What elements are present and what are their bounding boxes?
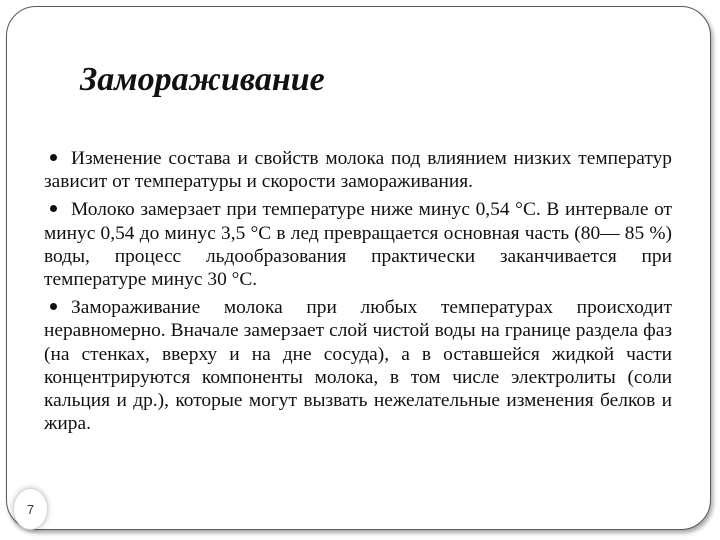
bullet-paragraph-3 (44, 296, 672, 435)
bullet-paragraph-1 (44, 147, 672, 193)
slide-title: Замораживание (80, 61, 325, 98)
bullet-paragraph-2 (44, 198, 672, 291)
slide-content (44, 147, 672, 440)
bullet-dot-icon (50, 205, 57, 212)
slide-number: 7 (13, 488, 48, 530)
bullet-text-3: Замораживание молока при любых температурах происходит неравномерно. Вначале замерзает слой чистой воды на границе раздела фаз (на стенках, вверху и на дне сосуда), а в оставшейся жидкой части концентрируются компоненты молока, в том числе электролиты (соли кальция и др.), которые могут вызвать нежелательные изменения белков и жира. (44, 297, 672, 435)
bullet-text-1: Изменение состава и свойств молока под влиянием низких температур зависит от температуры и скорости замораживания. (44, 148, 672, 193)
bullet-text-2: Молоко замерзает при температуре ниже минус 0,54 °С. В интервале от минус 0,54 до минус 3,5 °С в лед превращается основная часть (80— 85 %) воды, процесс льдообразования практически заканчивается при температуре минус 30 °С. (44, 199, 672, 291)
bullet-dot-icon (50, 303, 57, 310)
bullet-dot-icon (50, 154, 57, 161)
